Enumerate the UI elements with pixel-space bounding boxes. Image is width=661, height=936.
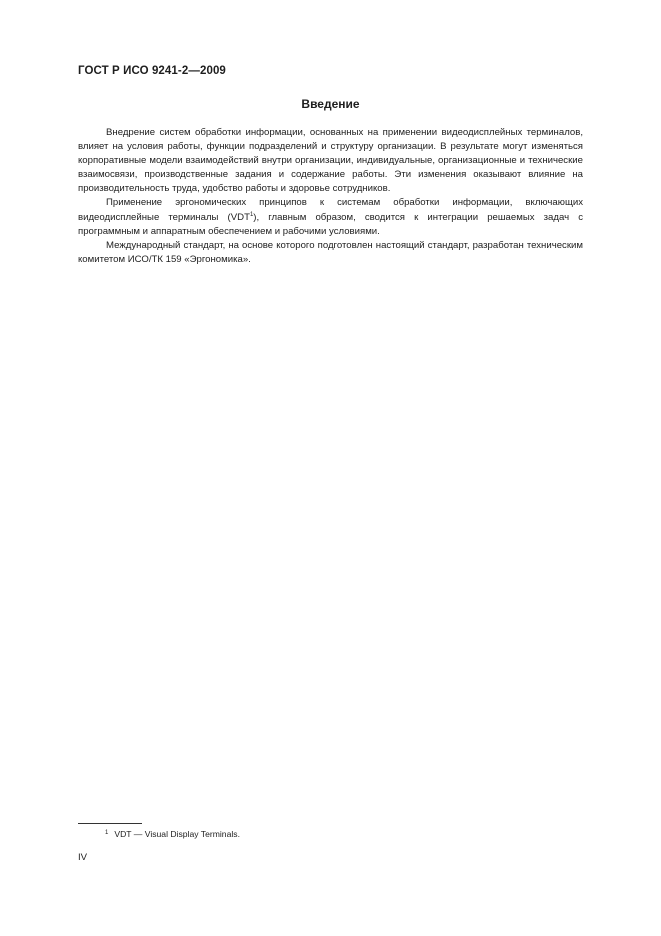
footnote xyxy=(105,829,240,839)
paragraph-3: Международный стандарт, на основе которого подготовлен настоящий стандарт, разработан техническим комитетом ИСО/ТК 159 «Эргономика». xyxy=(78,239,583,265)
page-number: IV xyxy=(78,852,88,863)
footnote-text: VDT — Visual Display Terminals. xyxy=(114,829,240,839)
document-header: ГОСТ Р ИСО 9241-2—2009 xyxy=(78,65,226,77)
section-title: Введение xyxy=(301,97,360,111)
footnote-reference: 1 xyxy=(249,211,254,218)
footnote-mark: 1 xyxy=(105,830,109,836)
paragraph-2-text-start: Применение эргономических принципов к системам обработки информации, включающих видеодисплейные терминалы (VDT xyxy=(78,197,583,223)
footnote-divider xyxy=(78,823,142,824)
paragraph-2 xyxy=(78,196,583,238)
paragraph-2-text-end: ), главным образом, сводится к интеграции решаемых задач с программным и аппаратным обеспечением и рабочими условиями. xyxy=(78,211,583,237)
paragraph-1: Внедрение систем обработки информации, основанных на применении видеодисплейных терминалов, влияет на условия работы, функции подразделений и структуру организации. В результате могут изменяться корпоративные модели взаимодействий внутри организации, индивидуальные, организационные и технические взаимосвязи, производственные задания и содержание работы. Эти изменения оказывают влияние на производительность труда, удобство работы и здоровье сотрудников. xyxy=(78,127,583,195)
section-body xyxy=(78,126,583,267)
